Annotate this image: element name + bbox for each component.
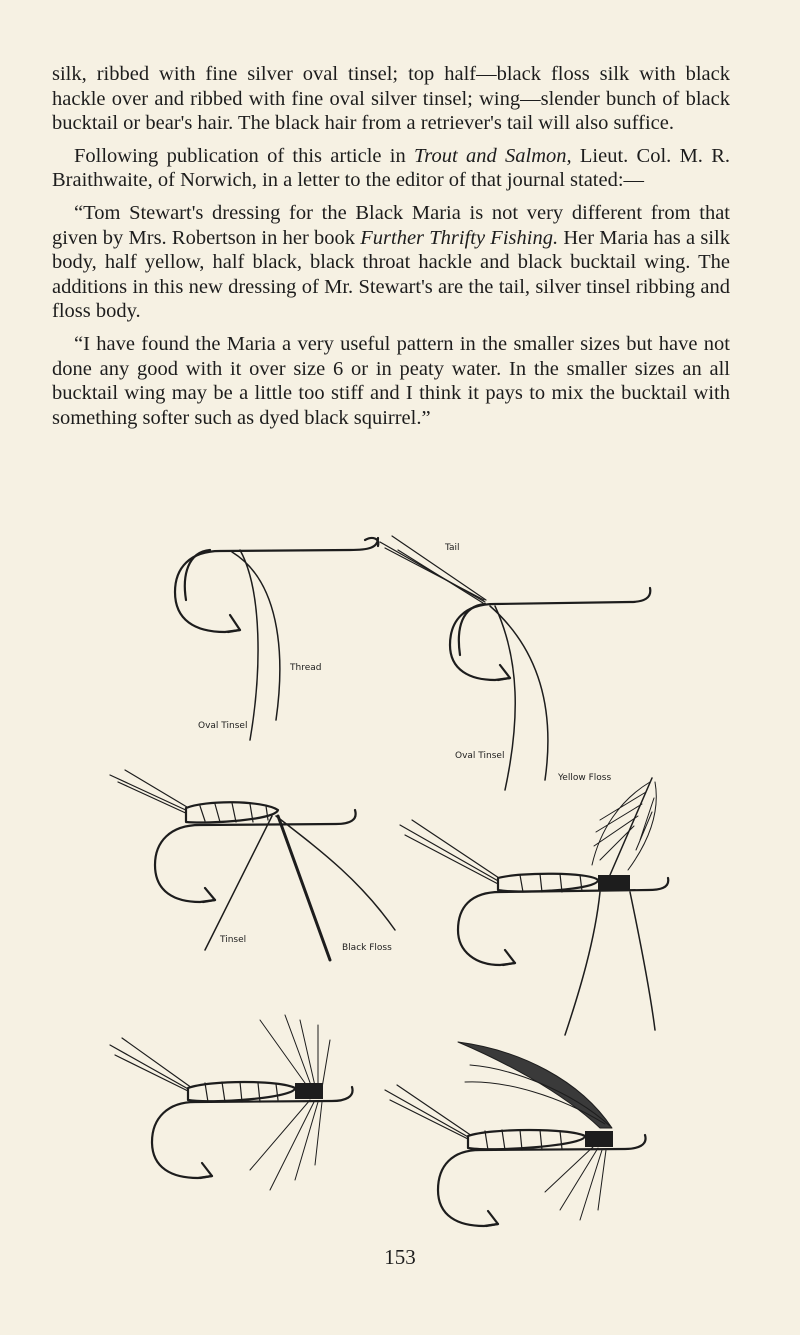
label-thread: Thread <box>290 663 322 673</box>
step-1-hook-drawing <box>175 538 378 740</box>
paragraph-4 <box>52 332 730 430</box>
paragraph-2-text-a: Following publication of this article in <box>74 144 415 167</box>
paragraph-1-text: silk, ribbed with fine silver oval tinsel; top half—black floss silk with black hackle over and ribbed with fine oval silver tinsel; wing—slender bunch of black bucktail or bear's hair. The black hair from a retriever's tail will also suffice. <box>52 63 730 135</box>
step-5-hook-drawing <box>110 1015 353 1190</box>
label-oval-tinsel-2: Oval Tinsel <box>455 751 505 761</box>
step-4-hook-drawing <box>400 778 668 1035</box>
paragraph-1 <box>52 62 730 136</box>
step-6-hook-drawing <box>385 1042 646 1226</box>
label-tinsel: Tinsel <box>220 935 247 945</box>
journal-title: Trout and Salmon, <box>414 144 572 167</box>
page-number: 153 <box>384 1245 416 1269</box>
step-3-hook-drawing <box>110 770 395 960</box>
fly-tying-illustration <box>0 520 800 1240</box>
paragraph-4-text: “I have found the Maria a very useful pattern in the smaller sizes but have not done any good with it over size 6 or in peaty water. In the smaller sizes an all bucktail wing may be a little too stiff and I think it pays to mix the bucktail with something softer such as dyed black squirrel.” <box>52 332 730 429</box>
paragraph-3-text-a: “Tom Stewart's dressing for the Black Maria is not very different from that given by Mrs. Robertson in her book <box>52 201 730 249</box>
paragraph-3-text-b: Her Maria has a silk body, half yellow, half black, black throat hackle and black bucktail wing. The additions in this new dressing of Mr. Stewart's are the tail, silver tinsel ribbing and floss body. <box>52 226 730 323</box>
label-tail: Tail <box>445 543 460 553</box>
book-title: Further Thrifty Fishing. <box>360 226 559 249</box>
label-black-floss: Black Floss <box>342 943 392 953</box>
step-2-hook-drawing <box>380 536 650 790</box>
label-oval-tinsel-1: Oval Tinsel <box>198 721 248 731</box>
body-text <box>52 62 730 438</box>
paragraph-3 <box>52 201 730 324</box>
paragraph-2-text-b: Lieut. Col. M. R. Braithwaite, of Norwich, in a letter to the editor of that journal stated:— <box>52 144 730 192</box>
label-yellow-floss: Yellow Floss <box>558 773 612 783</box>
paragraph-2 <box>52 144 730 193</box>
